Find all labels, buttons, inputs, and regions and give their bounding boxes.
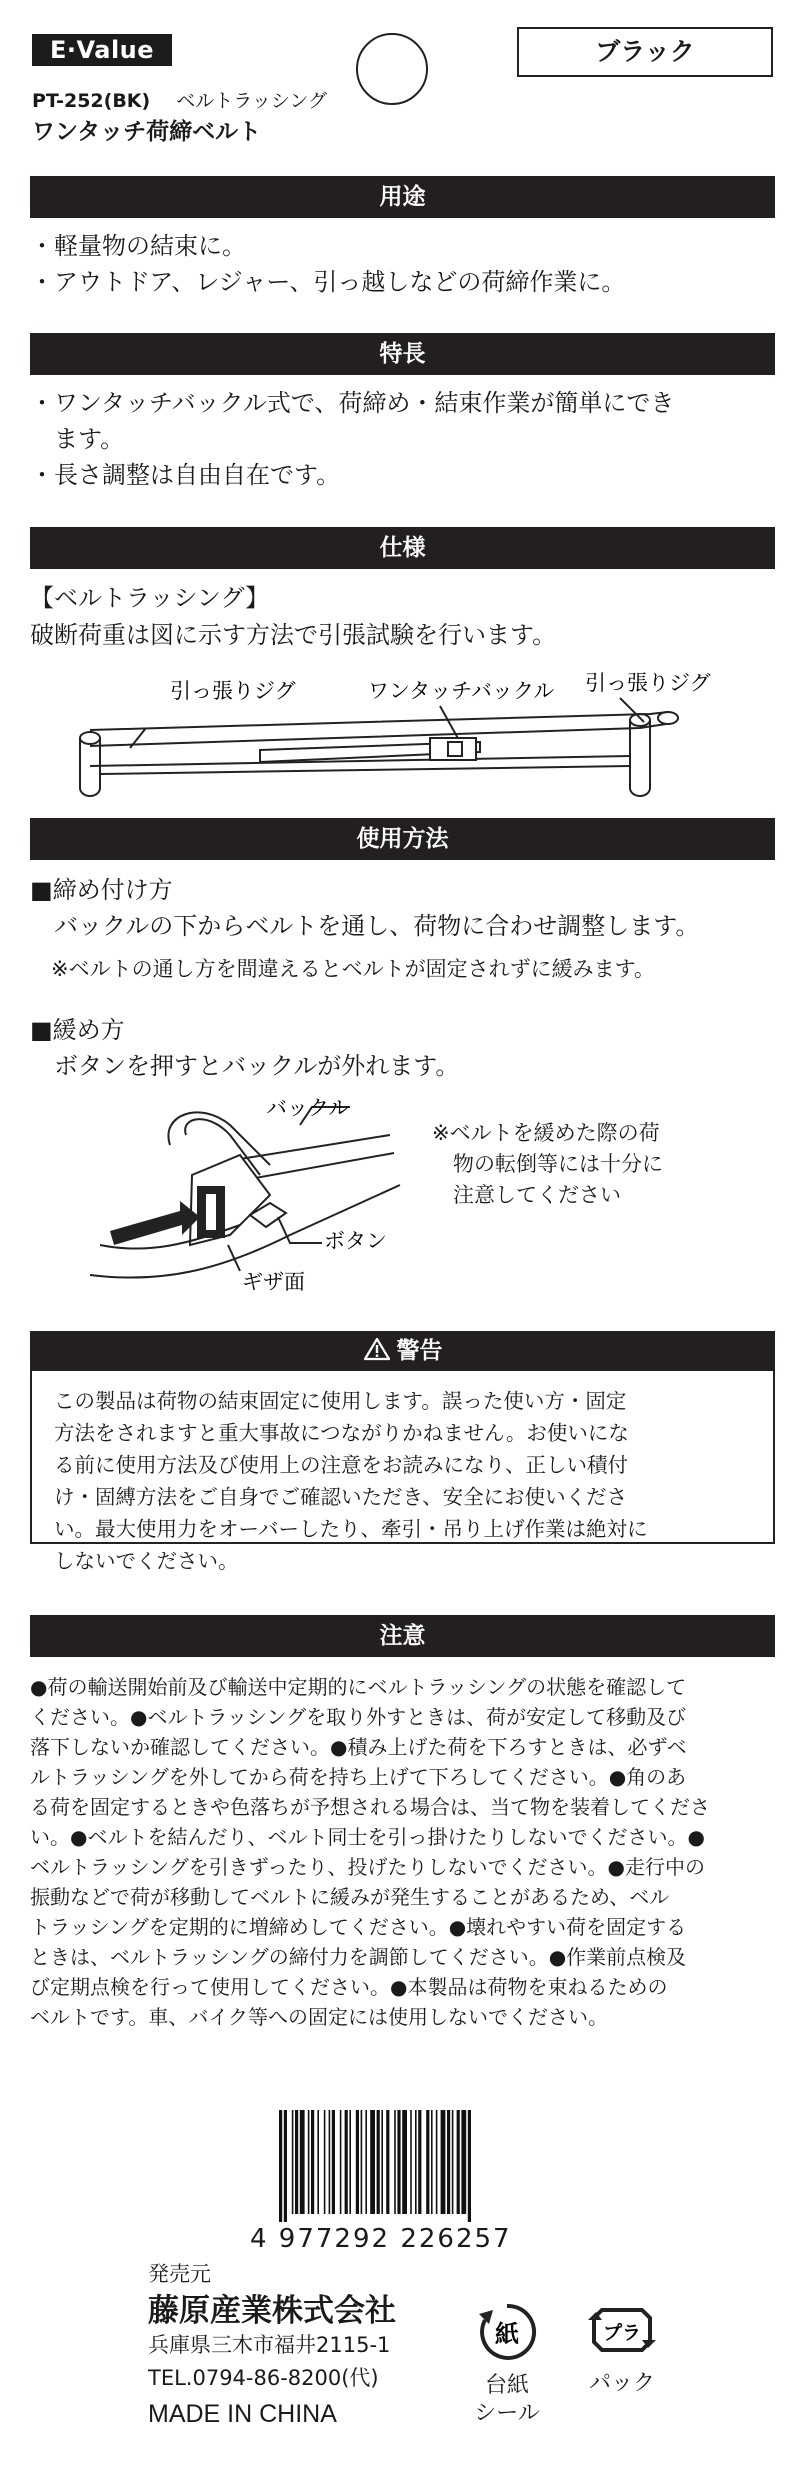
caution-line: ベルトラッシングを引きずったり、投げたりしないでください。●走行中の bbox=[30, 1855, 705, 1879]
barcode-digits: 4 977292 226257 bbox=[250, 2224, 512, 2254]
warning-line: この製品は荷物の結束固定に使用します。誤った使い方・固定 bbox=[54, 1389, 627, 1413]
plastic-recycle-icon bbox=[586, 2298, 658, 2362]
barcode-bar bbox=[311, 2110, 314, 2214]
spec-subheading: 【ベルトラッシング】 bbox=[30, 584, 270, 612]
barcode-bar bbox=[441, 2110, 446, 2214]
barcode-bar bbox=[308, 2110, 310, 2214]
warning-icon bbox=[363, 1337, 391, 1361]
barcode-bar bbox=[418, 2110, 421, 2214]
barcode-bar bbox=[452, 2110, 454, 2214]
warning-line: 方法をされますと重大事故につながりかねません。お使いにな bbox=[54, 1421, 629, 1445]
barcode-bar bbox=[292, 2110, 294, 2214]
direction-arrow bbox=[110, 1201, 200, 1245]
loosen-note-line: 注意してください bbox=[432, 1183, 621, 1207]
barcode-bar bbox=[436, 2110, 438, 2214]
tighten-heading: ■締め付け方 bbox=[30, 876, 173, 904]
usage-line: ・軽量物の結束に。 bbox=[30, 232, 246, 260]
barcode-bar bbox=[365, 2110, 367, 2214]
brand-logo: E·Value bbox=[32, 34, 172, 66]
paper-label: シール bbox=[474, 2401, 540, 2426]
barcode-bar bbox=[426, 2110, 429, 2214]
features-heading: 特長 bbox=[30, 333, 775, 375]
caution-line: 落下しないか確認してください。●積み上げた荷を下ろすときは、必ずベ bbox=[30, 1735, 687, 1759]
warning-title: 警告 bbox=[396, 1338, 443, 1364]
plastic-symbol: プラ bbox=[602, 2322, 642, 2344]
barcode-bar bbox=[356, 2110, 359, 2214]
hang-hole bbox=[356, 33, 428, 105]
caution-line: る荷を固定するときや色落ちが予想される場合は、当て物を装着してくださ bbox=[30, 1795, 710, 1819]
caution-heading: 注意 bbox=[30, 1615, 775, 1657]
buckle-release-diagram bbox=[90, 1095, 420, 1315]
tensile-test-diagram bbox=[60, 670, 760, 800]
feature-line: ます。 bbox=[30, 425, 125, 453]
barcode-bar bbox=[415, 2110, 417, 2214]
model-line bbox=[32, 86, 353, 113]
spec-heading: 仕様 bbox=[30, 527, 775, 569]
warning-heading bbox=[30, 1331, 775, 1371]
buckle-label: ワンタッチバックル bbox=[368, 679, 555, 703]
caution-line: ください。●ベルトラッシングを取り外すときは、荷が安定して移動及び bbox=[30, 1705, 687, 1729]
seller-tel: TEL.0794-86-8200(代) bbox=[148, 2366, 379, 2390]
feature-line: ・長さ調整は自由自在です。 bbox=[30, 461, 341, 489]
loosen-heading: ■緩め方 bbox=[30, 1016, 125, 1044]
left-jig-label: 引っ張りジグ bbox=[170, 679, 296, 703]
spec-text: 破断荷重は図に示す方法で引張試験を行います。 bbox=[30, 621, 557, 649]
barcode-bar bbox=[340, 2110, 342, 2214]
tighten-text: バックルの下からベルトを通し、荷物に合わせ調整します。 bbox=[30, 912, 700, 940]
barcode-bar bbox=[279, 2110, 282, 2222]
warning-box bbox=[30, 1371, 775, 1573]
barcode-bar bbox=[377, 2110, 380, 2214]
warning-line: る前に使用方法及び使用上の注意をお読みになり、正しい積付 bbox=[54, 1453, 628, 1477]
barcode-bar bbox=[332, 2110, 335, 2214]
usage-heading: 用途 bbox=[30, 176, 775, 218]
barcode-bar bbox=[317, 2110, 319, 2214]
barcode-bar bbox=[300, 2110, 305, 2214]
barcode-bar bbox=[381, 2110, 383, 2214]
caution-line: トラッシングを定期的に増締めしてください。●壊れやすい荷を固定する bbox=[30, 1915, 687, 1939]
caution-line: い。●ベルトを結んだり、ベルト同士を引っ掛けたりしないでください。● bbox=[30, 1825, 705, 1849]
caution-line: ルトラッシングを外してから荷を持ち上げて下ろしてください。●角のあ bbox=[30, 1765, 687, 1789]
seller-address: 兵庫県三木市福井2115-1 bbox=[148, 2333, 391, 2357]
barcode-bar bbox=[457, 2110, 460, 2214]
product-name: ワンタッチ荷締ベルト bbox=[32, 119, 262, 145]
caution-line: び定期点検を行って使用してください。●本製品は荷物を束ねるための bbox=[30, 1975, 668, 1999]
right-jig-label: 引っ張りジグ bbox=[585, 671, 711, 695]
buckle-callout: バックル bbox=[266, 1096, 350, 1120]
loosen-text: ボタンを押すとバックルが外れます。 bbox=[30, 1052, 460, 1080]
paper-recycle-mark bbox=[462, 2300, 552, 2428]
caution-line: ●荷の輸送開始前及び輸送中定期的にベルトラッシングの状態を確認して bbox=[30, 1675, 687, 1699]
barcode-bar bbox=[397, 2110, 400, 2214]
loosen-note-line: 物の転倒等には十分に bbox=[432, 1152, 663, 1176]
model-number: PT-252(BK) bbox=[32, 90, 151, 112]
button-callout: ボタン bbox=[324, 1229, 387, 1253]
warning-line: け・固縛方法をご自身でご確認いただき、安全にお使いくださ bbox=[54, 1485, 628, 1509]
barcode-bar bbox=[447, 2110, 450, 2214]
paper-symbol: 紙 bbox=[495, 2320, 519, 2348]
barcode-bar bbox=[349, 2110, 351, 2214]
warning-line: い。最大使用力をオーバーしたり、牽引・吊り上げ作業は絶対に bbox=[54, 1517, 648, 1541]
model-type: ベルトラッシング bbox=[176, 90, 327, 112]
color-label: ブラック bbox=[517, 27, 773, 77]
barcode-bar bbox=[410, 2110, 412, 2214]
barcode-bar bbox=[345, 2110, 348, 2214]
country-of-origin: MADE IN CHINA bbox=[148, 2400, 337, 2428]
caution-line: ベルトです。車、バイク等への固定には使用しないでください。 bbox=[30, 2005, 608, 2029]
barcode-bar bbox=[324, 2110, 326, 2214]
seller-name: 藤原産業株式会社 bbox=[148, 2293, 396, 2329]
barcode-bar bbox=[370, 2110, 375, 2214]
seller-label: 発売元 bbox=[148, 2262, 211, 2286]
barcode-bar bbox=[329, 2110, 331, 2214]
teeth-callout: ギザ面 bbox=[242, 1270, 305, 1294]
barcode-bar bbox=[468, 2110, 471, 2222]
paper-label: 台紙 bbox=[484, 2373, 529, 2398]
feature-line: ・ワンタッチバックル式で、荷締め・結束作業が簡単にでき bbox=[30, 389, 675, 417]
barcode-bar bbox=[461, 2110, 466, 2214]
caution-line: ときは、ベルトラッシングの締付力を調節してください。●作業前点検及 bbox=[30, 1945, 687, 1969]
howto-heading: 使用方法 bbox=[30, 818, 775, 860]
loosen-note-line: ※ベルトを緩めた際の荷 bbox=[432, 1121, 660, 1145]
barcode-bar bbox=[394, 2110, 396, 2214]
barcode-bar bbox=[295, 2110, 298, 2214]
barcode-bar bbox=[431, 2110, 433, 2214]
tighten-note: ※ベルトの通し方を間違えるとベルトが固定されずに緩みます。 bbox=[30, 957, 655, 981]
barcode-bar bbox=[402, 2110, 407, 2214]
plastic-label: パック bbox=[588, 2371, 655, 2396]
barcode-bar bbox=[361, 2110, 363, 2214]
paper-recycle-icon bbox=[475, 2300, 539, 2364]
barcode-bar bbox=[386, 2110, 389, 2214]
barcode bbox=[275, 2110, 545, 2222]
plastic-recycle-mark bbox=[577, 2298, 667, 2398]
usage-line: ・アウトドア、レジャー、引っ越しなどの荷締作業に。 bbox=[30, 268, 626, 296]
caution-line: 振動などで荷が移動してベルトに緩みが発生することがあるため、ベル bbox=[30, 1885, 670, 1909]
caution-text bbox=[30, 1672, 780, 2032]
barcode-bar bbox=[284, 2110, 287, 2222]
warning-line: しないでください。 bbox=[54, 1549, 239, 1573]
